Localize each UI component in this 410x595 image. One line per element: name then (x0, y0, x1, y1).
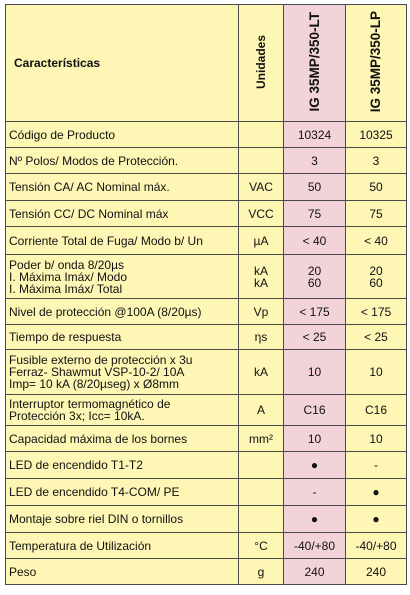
header-characteristics: Características (6, 5, 239, 122)
row-unit: Vp (239, 299, 284, 325)
header-model-lt (284, 5, 346, 122)
table-row (6, 174, 407, 201)
row-value-lt: 240 (284, 559, 346, 585)
row-value-lp: ● (346, 506, 407, 533)
row-unit (239, 122, 284, 148)
header-units (239, 5, 284, 122)
row-value-lp: 50 (346, 174, 407, 201)
row-unit: A (239, 395, 284, 426)
characteristics-table (5, 4, 407, 585)
row-label: LED de encendido T4-COM/ PE (6, 479, 239, 506)
table-body (6, 122, 407, 585)
table-row (6, 559, 407, 585)
row-value-lt: ● (284, 506, 346, 533)
header-model-lt-text: IG 35MP/350-LT (306, 12, 322, 112)
row-value-lt: C16 (284, 395, 346, 426)
row-value-lt: - (284, 479, 346, 506)
row-label: Montaje sobre riel DIN o tornillos (6, 506, 239, 533)
row-value-lt: 75 (284, 201, 346, 227)
row-value-lt: 10 (284, 426, 346, 452)
row-unit: g (239, 559, 284, 585)
row-value-lp: < 25 (346, 325, 407, 350)
row-value-lp: -40/+80 (346, 533, 407, 559)
row-value-lp: 75 (346, 201, 407, 227)
row-value-lp: 10325 (346, 122, 407, 148)
table-row (6, 227, 407, 255)
row-unit: ηs (239, 325, 284, 350)
row-value-lt: ● (284, 452, 346, 479)
header-model-lp (346, 5, 407, 122)
row-value-lp: - (346, 452, 407, 479)
row-label: Capacidad máxima de los bornes (6, 426, 239, 452)
row-value-lp: 3 (346, 148, 407, 174)
row-value-lt: -40/+80 (284, 533, 346, 559)
table-row (6, 299, 407, 325)
row-value-lp: < 175 (346, 299, 407, 325)
row-value-lp: 240 (346, 559, 407, 585)
row-value-lt: 20 60 (284, 255, 346, 299)
row-value-lp: 10 (346, 350, 407, 395)
row-value-lp: C16 (346, 395, 407, 426)
row-value-lp: < 40 (346, 227, 407, 255)
row-value-lt: 50 (284, 174, 346, 201)
row-unit (239, 452, 284, 479)
row-value-lt: < 25 (284, 325, 346, 350)
row-value-lp: 20 60 (346, 255, 407, 299)
row-label: Corriente Total de Fuga/ Modo b/ Un (6, 227, 239, 255)
header-model-lp-text: IG 35MP/350-LP (368, 11, 383, 113)
table-row (6, 201, 407, 227)
table-row (6, 479, 407, 506)
row-label: LED de encendido T1-T2 (6, 452, 239, 479)
table-row (6, 325, 407, 350)
row-label: Peso (6, 559, 239, 585)
row-unit: °C (239, 533, 284, 559)
row-value-lt: 3 (284, 148, 346, 174)
row-value-lt: < 175 (284, 299, 346, 325)
row-unit: µA (239, 227, 284, 255)
row-value-lt: < 40 (284, 227, 346, 255)
row-unit (239, 506, 284, 533)
row-label: Tensión CC/ DC Nominal máx (6, 201, 239, 227)
row-value-lp: 10 (346, 426, 407, 452)
row-unit: VAC (239, 174, 284, 201)
table-row (6, 533, 407, 559)
row-unit: mm² (239, 426, 284, 452)
row-label: Poder b/ onda 8/20µs I. Máxima Imáx/ Modo I. Máxima Imáx/ Total (6, 255, 239, 299)
row-value-lt: 10 (284, 350, 346, 395)
row-label: Interruptor termomagnético de Protección 3x; Icc= 10kA. (6, 395, 239, 426)
row-label: Temperatura de Utilización (6, 533, 239, 559)
row-unit (239, 148, 284, 174)
table-row (6, 395, 407, 426)
row-label: Nivel de protección @100A (8/20µs) (6, 299, 239, 325)
table-row (6, 506, 407, 533)
header-row (6, 5, 407, 122)
table-row (6, 148, 407, 174)
header-units-text: Unidades (254, 34, 268, 89)
table-row (6, 452, 407, 479)
row-label: Fusible externo de protección x 3u Ferraz- Shawmut VSP-10-2/ 10A Imp= 10 kA (8/20µseg) x Ø8mm (6, 350, 239, 395)
table-row (6, 350, 407, 395)
row-value-lt: 10324 (284, 122, 346, 148)
row-unit: kA (239, 350, 284, 395)
table-row (6, 122, 407, 148)
table-row (6, 426, 407, 452)
row-label: Tiempo de respuesta (6, 325, 239, 350)
row-unit: VCC (239, 201, 284, 227)
row-unit: kA kA (239, 255, 284, 299)
row-label: Tensión CA/ AC Nominal máx. (6, 174, 239, 201)
row-value-lp: ● (346, 479, 407, 506)
row-label: Código de Producto (6, 122, 239, 148)
row-unit (239, 479, 284, 506)
table-row (6, 255, 407, 299)
row-label: Nº Polos/ Modos de Protección. (6, 148, 239, 174)
